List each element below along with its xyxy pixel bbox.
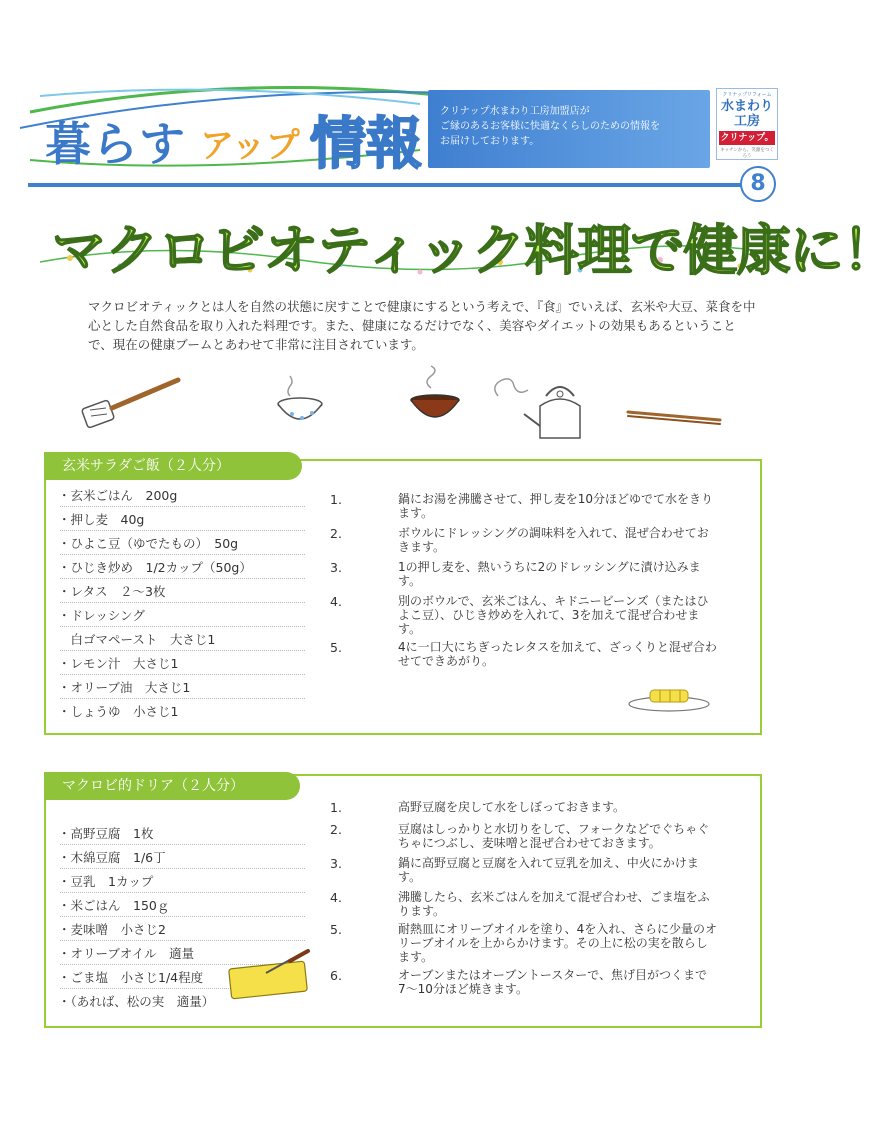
header bbox=[0, 0, 800, 200]
recipe1-title: 玄米サラダご飯（２人分） bbox=[44, 452, 302, 480]
recipe1-step-text: 1の押し麦を、熱いうちに2のドレッシングに漬け込みます。 bbox=[398, 560, 701, 588]
recipe1-ingredient: ・オリーブ油 大さじ1 bbox=[58, 680, 191, 695]
recipe1-step-number: 3. bbox=[330, 560, 342, 575]
recipe2-ingredient: ・米ごはん 150ｇ bbox=[58, 898, 170, 913]
divider bbox=[60, 578, 305, 579]
recipe1-ingredient: ・ひよこ豆（ゆでたもの） 50g bbox=[58, 536, 239, 551]
intro-box bbox=[428, 90, 710, 168]
recipe2-step-number: 3. bbox=[330, 856, 342, 871]
divider bbox=[60, 892, 305, 893]
rice-bowl-icon bbox=[270, 370, 330, 430]
recipe2-ingredient: ・オリーブオイル 適量 bbox=[58, 946, 195, 961]
brand-name-line2: 工房 bbox=[733, 114, 760, 129]
kettle-icon bbox=[488, 366, 588, 446]
recipe2-step-number: 6. bbox=[330, 968, 342, 983]
recipe1-ingredient: ・レモン汁 大さじ1 bbox=[58, 656, 179, 671]
recipe1-ingredient: ・押し麦 40g bbox=[58, 512, 145, 527]
divider bbox=[60, 844, 305, 845]
intro-paragraph: マクロビオティックとは人を自然の状態に戻すことで健康にするという考えで、『食』でいえば、玄米や大豆、菜食を中心とした自然食品を取り入れた料理です。また、健康になるだけでなく、美容やダイエットの効果もあるということで、現在の健康ブームとあわせて非常に注目されています。 bbox=[88, 299, 756, 352]
recipe2-step-text: 鍋に高野豆腐と豆腐を入れて豆乳を加え、中火にかけます。 bbox=[398, 856, 699, 884]
headline-area bbox=[40, 200, 896, 290]
recipe1-step-text: 別のボウルで、玄米ごはん、キドニービーンズ（またはひよこ豆）、ひじき炒めを入れて、3を加えて混ぜ合わせます。 bbox=[398, 594, 709, 636]
recipe1-ingredient: ・しょうゆ 小さじ1 bbox=[58, 704, 179, 719]
headline: マクロビオティック料理で健康に！ bbox=[52, 219, 896, 282]
intro-text: クリナップ水まわり工房加盟店が ご縁のあるお客様に快適なくらしのための情報を お届けしております。 bbox=[440, 106, 660, 147]
recipe1-step-text: 4に一口大にちぎったレタスを加えて、ざっくりと混ぜ合わせてできあがり。 bbox=[398, 640, 717, 668]
divider bbox=[60, 698, 305, 699]
soup-bowl-icon bbox=[405, 362, 465, 432]
divider bbox=[60, 530, 305, 531]
recipe2-step-text: オーブンまたはオーブントースターで、焦げ目がつくまで7〜10分ほど焼きます。 bbox=[398, 968, 708, 996]
recipe1-ingredient: 白ゴマペースト 大さじ1 bbox=[58, 632, 216, 647]
brand-small-text: クリナップリフォーム bbox=[722, 92, 772, 98]
recipe1-step-text: 鍋にお湯を沸騰させて、押し麦を10分ほどゆでて水をきります。 bbox=[398, 492, 714, 520]
recipe1-step-text: ボウルにドレッシングの調味料を入れて、混ぜ合わせておきます。 bbox=[398, 526, 709, 554]
recipe2-ingredient: ・（あれば、松の実 適量） bbox=[58, 994, 215, 1009]
divider bbox=[60, 602, 305, 603]
chopsticks-icon bbox=[624, 402, 724, 432]
divider bbox=[60, 916, 305, 917]
page-number: 8 bbox=[740, 166, 776, 202]
recipe2-step-text: 豆腐はしっかりと水切りをして、フォークなどでぐちゃぐちゃにつぶし、麦味噌と混ぜ合わせておきます。 bbox=[398, 822, 710, 850]
recipe2-title: マクロビ的ドリア（２人分） bbox=[44, 772, 300, 800]
header-title-part3: 情報 bbox=[310, 112, 422, 177]
divider bbox=[60, 506, 305, 507]
recipe2-step-number: 1. bbox=[330, 800, 342, 815]
recipe2-step-text: 耐熱皿にオリーブオイルを塗り、4を入れ、さらに少量のオリーブオイルを上からかけます。その上に松の実を散らします。 bbox=[398, 922, 718, 964]
brand-name bbox=[718, 99, 776, 129]
brand-logo: クリナップ。 bbox=[720, 133, 774, 143]
recipe1-ingredient: ・レタス ２〜3枚 bbox=[58, 584, 166, 599]
header-rule bbox=[28, 183, 770, 187]
recipe1-step-number: 2. bbox=[330, 526, 342, 541]
recipe2-step-number: 2. bbox=[330, 822, 342, 837]
divider bbox=[60, 626, 305, 627]
recipe2-ingredient: ・木綿豆腐 1/6丁 bbox=[58, 850, 166, 865]
recipe1-step-number: 4. bbox=[330, 594, 342, 609]
recipe2-step-text: 沸騰したら、玄米ごはんを加えて混ぜ合わせ、ごま塩をふります。 bbox=[398, 890, 710, 918]
recipe2-step-text: 高野豆腐を戻して水をしぼっておきます。 bbox=[398, 800, 626, 814]
header-title-part2: アップ bbox=[200, 126, 300, 166]
cutting-board-icon bbox=[226, 945, 314, 1001]
divider bbox=[60, 940, 305, 941]
omelette-plate-icon bbox=[624, 680, 714, 714]
recipe1-step-number: 1. bbox=[330, 492, 342, 507]
brand-name-line1: 水まわり bbox=[720, 99, 773, 114]
recipe2-step-number: 4. bbox=[330, 890, 342, 905]
recipe2-ingredient: ・豆乳 1カップ bbox=[58, 874, 154, 889]
recipe1-ingredient: ・ドレッシング bbox=[58, 608, 145, 623]
recipe1-step-number: 5. bbox=[330, 640, 342, 655]
divider bbox=[60, 674, 305, 675]
divider bbox=[60, 554, 305, 555]
brand-box bbox=[716, 88, 778, 160]
divider bbox=[60, 650, 305, 651]
spatula-icon bbox=[78, 372, 188, 432]
recipe2-ingredient: ・ごま塩 小さじ1/4程度 bbox=[58, 970, 204, 985]
recipe2-ingredient: ・高野豆腐 1枚 bbox=[58, 826, 154, 841]
recipe1-ingredient: ・ひじき炒め 1/2カップ（50g） bbox=[58, 560, 252, 575]
recipe2-ingredient: ・麦味噌 小さじ2 bbox=[58, 922, 166, 937]
recipe1-ingredient: ・玄米ごはん 200g bbox=[58, 488, 178, 503]
brand-tagline: キッチンから、笑顔をつくろう bbox=[720, 148, 774, 159]
header-title-part1: 暮らす bbox=[45, 117, 186, 171]
recipe2-step-number: 5. bbox=[330, 922, 342, 937]
divider bbox=[60, 868, 305, 869]
